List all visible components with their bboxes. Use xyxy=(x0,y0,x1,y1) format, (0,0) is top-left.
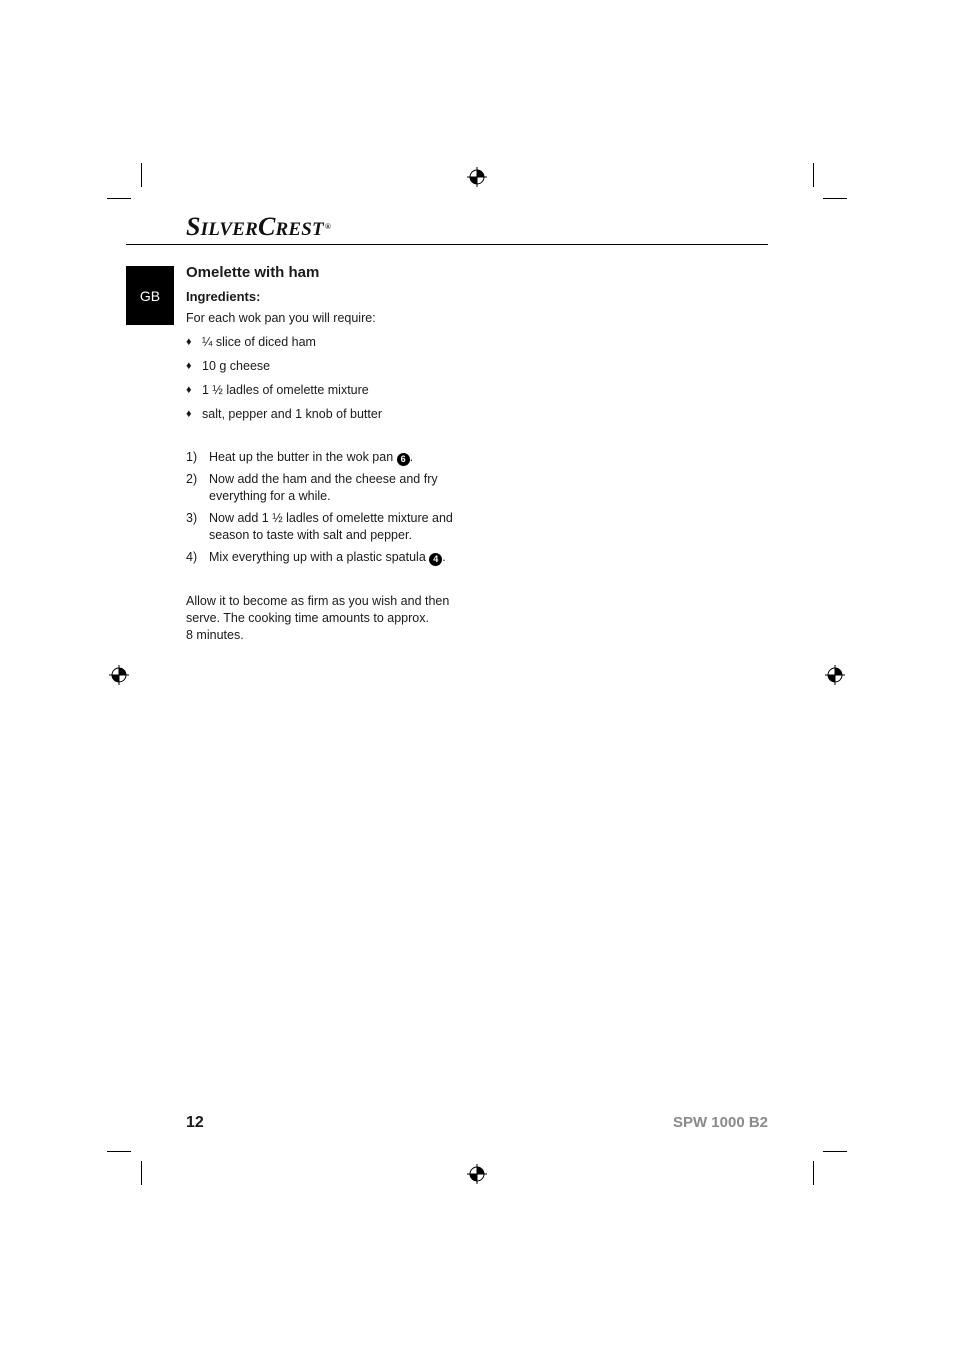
registration-mark-icon xyxy=(825,665,845,685)
model-number: SPW 1000 B2 xyxy=(672,1114,768,1131)
ingredients-list xyxy=(186,334,476,423)
diamond-bullet-icon: ♦ xyxy=(186,360,192,372)
step-item: 4) Mix everything up with a plastic spatula 4 . xyxy=(186,550,446,564)
ingredients-intro: For each wok pan you will require: xyxy=(186,311,376,325)
list-item: ♦ salt, pepper and 1 knob of butter xyxy=(186,407,382,421)
registration-mark-icon xyxy=(109,665,129,685)
language-tab-label: GB xyxy=(139,287,161,304)
step-item: 1) Heat up the butter in the wok pan 6 . xyxy=(186,450,414,464)
crop-mark xyxy=(823,198,847,199)
recipe-title: Omelette with ham xyxy=(186,264,320,281)
page-number: 12 xyxy=(186,1114,204,1131)
list-item: ♦ 1 ½ ladles of omelette mixture xyxy=(186,383,369,397)
diamond-bullet-icon: ♦ xyxy=(186,408,192,420)
registration-mark-icon xyxy=(467,1164,487,1184)
part-number-badge: 6 xyxy=(397,453,410,466)
crop-mark xyxy=(107,198,131,199)
crop-mark xyxy=(141,163,142,187)
header-rule xyxy=(126,244,768,245)
diamond-bullet-icon: ♦ xyxy=(186,336,192,348)
part-number-badge: 4 xyxy=(429,553,442,566)
crop-mark xyxy=(107,1151,131,1152)
crop-mark xyxy=(141,1161,142,1185)
language-tab xyxy=(126,266,174,325)
brand-logo: SILVERCREST® xyxy=(186,212,332,241)
crop-mark xyxy=(823,1151,847,1152)
steps-list xyxy=(186,449,476,566)
recipe-section xyxy=(186,263,476,644)
crop-mark xyxy=(813,163,814,187)
closing-paragraph: Allow it to become as firm as you wish and then serve. The cooking time amounts to approx. 8 minutes. xyxy=(186,594,450,642)
crop-mark xyxy=(813,1161,814,1185)
list-item: ♦ ¼ slice of diced ham xyxy=(186,335,316,349)
step-item: 2) Now add the ham and the cheese and fry everything for a while. xyxy=(186,472,438,503)
step-item: 3) Now add 1 ½ ladles of omelette mixture and season to taste with salt and pepper. xyxy=(186,511,453,542)
ingredients-heading: Ingredients: xyxy=(186,289,261,304)
list-item: ♦ 10 g cheese xyxy=(186,359,271,373)
diamond-bullet-icon: ♦ xyxy=(186,384,192,396)
registration-mark-icon xyxy=(467,167,487,187)
